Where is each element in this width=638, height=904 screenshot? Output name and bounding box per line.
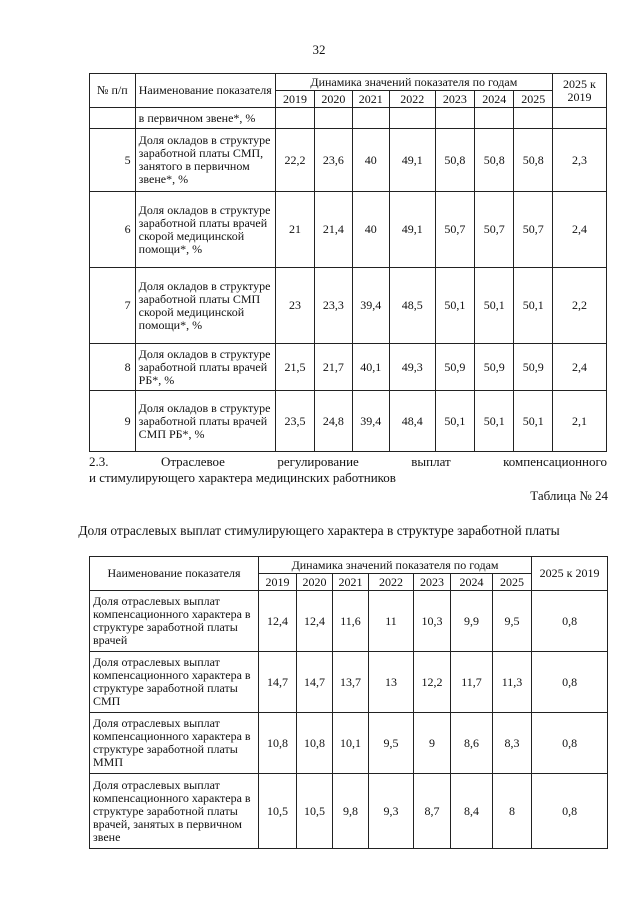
year-header: 2020 xyxy=(297,574,333,591)
cell-last: 0,8 xyxy=(532,591,608,652)
cell-value: 50,8 xyxy=(514,129,552,192)
row-number: 8 xyxy=(90,344,136,391)
header-last: 2025 к 2019 xyxy=(552,74,606,108)
cell-value: 50,9 xyxy=(514,344,552,391)
cell-value: 10,1 xyxy=(333,713,369,774)
cell-value: 21 xyxy=(275,192,314,268)
cell-value: 14,7 xyxy=(297,652,333,713)
cell-value: 9,5 xyxy=(493,591,532,652)
cell-value: 23,3 xyxy=(315,268,352,344)
cell-value: 50,7 xyxy=(435,192,474,268)
cell-value: 49,1 xyxy=(389,192,435,268)
cell-value: 49,1 xyxy=(389,129,435,192)
header-dynamics: Динамика значений показателя по годам xyxy=(259,557,532,574)
cell-value: 12,4 xyxy=(297,591,333,652)
year-header: 2024 xyxy=(475,91,514,108)
cell-value: 21,5 xyxy=(275,344,314,391)
year-header: 2022 xyxy=(369,574,414,591)
cell-value: 11 xyxy=(369,591,414,652)
row-name: в первичном звене*, % xyxy=(135,108,275,129)
cell-value: 40 xyxy=(352,192,389,268)
cell-value: 50,1 xyxy=(475,268,514,344)
cell-value: 23 xyxy=(275,268,314,344)
header-name: Наименование показателя xyxy=(135,74,275,108)
row-name: Доля отраслевых выплат компенсационного характера в структуре заработной платы врачей xyxy=(90,591,259,652)
payments-table xyxy=(89,556,608,849)
cell-value: 13 xyxy=(369,652,414,713)
cell-value: 50,8 xyxy=(435,129,474,192)
table-row xyxy=(90,129,607,192)
cell-value: 21,4 xyxy=(315,192,352,268)
table-row xyxy=(90,268,607,344)
cell-value: 48,5 xyxy=(389,268,435,344)
cell-last: 0,8 xyxy=(532,774,608,849)
header-last: 2025 к 2019 xyxy=(532,557,608,591)
cell-value: 50,9 xyxy=(435,344,474,391)
header-dynamics: Динамика значений показателя по годам xyxy=(275,74,552,91)
cell-last: 2,2 xyxy=(552,268,606,344)
cell-value: 50,9 xyxy=(475,344,514,391)
cell-value: 11,6 xyxy=(333,591,369,652)
cell-value: 8 xyxy=(493,774,532,849)
section-heading-line2: и стимулирующего характера медицинских работников xyxy=(89,470,396,485)
row-name: Доля окладов в структуре заработной платы врачей скорой медицинской помощи*, % xyxy=(135,192,275,268)
cell-value: 39,4 xyxy=(352,391,389,452)
table-row xyxy=(90,391,607,452)
row-name: Доля окладов в структуре заработной платы врачей РБ*, % xyxy=(135,344,275,391)
cell-value: 8,6 xyxy=(451,713,493,774)
cell-value: 8,3 xyxy=(493,713,532,774)
cell-last: 2,1 xyxy=(552,391,606,452)
row-name: Доля отраслевых выплат компенсационного характера в структуре заработной платы СМП xyxy=(90,652,259,713)
year-header: 2025 xyxy=(514,91,552,108)
cell-value: 50,1 xyxy=(514,268,552,344)
cell-value: 9 xyxy=(414,713,451,774)
table-row xyxy=(90,192,607,268)
row-name: Доля окладов в структуре заработной платы врачей СМП РБ*, % xyxy=(135,391,275,452)
cell-value: 40,1 xyxy=(352,344,389,391)
cell-value: 14,7 xyxy=(259,652,297,713)
cell-value: 10,3 xyxy=(414,591,451,652)
cell-value: 10,8 xyxy=(297,713,333,774)
cell-value: 49,3 xyxy=(389,344,435,391)
cell-last: 2,4 xyxy=(552,192,606,268)
cell-value: 50,8 xyxy=(475,129,514,192)
row-number: 7 xyxy=(90,268,136,344)
indicators-table xyxy=(89,73,607,452)
cell-last: 0,8 xyxy=(532,713,608,774)
cell-value: 21,7 xyxy=(315,344,352,391)
cell-value: 50,1 xyxy=(435,268,474,344)
table-row xyxy=(90,591,608,652)
cell-value: 50,7 xyxy=(475,192,514,268)
cell-value: 50,1 xyxy=(514,391,552,452)
cell-value: 39,4 xyxy=(352,268,389,344)
table-row xyxy=(90,344,607,391)
year-header: 2023 xyxy=(435,91,474,108)
cell-value: 50,7 xyxy=(514,192,552,268)
cell-value: 24,8 xyxy=(315,391,352,452)
cell-value: 11,3 xyxy=(493,652,532,713)
row-number: 5 xyxy=(90,129,136,192)
year-header: 2019 xyxy=(259,574,297,591)
row-number: 9 xyxy=(90,391,136,452)
cell-value: 50,1 xyxy=(435,391,474,452)
cell-value: 8,7 xyxy=(414,774,451,849)
cell-value: 23,5 xyxy=(275,391,314,452)
table-label: Таблица № 24 xyxy=(530,488,608,503)
year-header: 2023 xyxy=(414,574,451,591)
table-row xyxy=(90,652,608,713)
year-header: 2025 xyxy=(493,574,532,591)
table-row xyxy=(90,108,607,129)
cell-value: 10,8 xyxy=(259,713,297,774)
cell-value: 22,2 xyxy=(275,129,314,192)
year-header: 2021 xyxy=(352,91,389,108)
table-row xyxy=(90,774,608,849)
cell-last: 2,4 xyxy=(552,344,606,391)
cell-value: 9,3 xyxy=(369,774,414,849)
row-name: Доля окладов в структуре заработной платы СМП скорой медицинской помощи*, % xyxy=(135,268,275,344)
cell-value: 23,6 xyxy=(315,129,352,192)
cell-value: 11,7 xyxy=(451,652,493,713)
year-header: 2022 xyxy=(389,91,435,108)
page-number: 32 xyxy=(312,42,326,57)
table-caption: Доля отраслевых выплат стимулирующего характера в структуре заработной платы xyxy=(78,523,560,538)
year-header: 2019 xyxy=(275,91,314,108)
cell-last: 0,8 xyxy=(532,652,608,713)
cell-value: 13,7 xyxy=(333,652,369,713)
cell-value: 50,1 xyxy=(475,391,514,452)
row-number: 6 xyxy=(90,192,136,268)
cell-value: 10,5 xyxy=(259,774,297,849)
cell-value: 9,5 xyxy=(369,713,414,774)
header-name: Наименование показателя xyxy=(90,557,259,591)
cell-value: 48,4 xyxy=(389,391,435,452)
year-header: 2020 xyxy=(315,91,352,108)
year-header: 2021 xyxy=(333,574,369,591)
row-name: Доля отраслевых выплат компенсационного характера в структуре заработной платы врачей, занятых в первичном звене xyxy=(90,774,259,849)
header-no: № п/п xyxy=(90,74,136,108)
cell-value: 8,4 xyxy=(451,774,493,849)
cell-value: 9,8 xyxy=(333,774,369,849)
cell-value: 12,4 xyxy=(259,591,297,652)
cell-last: 2,3 xyxy=(552,129,606,192)
row-name: Доля отраслевых выплат компенсационного характера в структуре заработной платы ММП xyxy=(90,713,259,774)
cell-value: 9,9 xyxy=(451,591,493,652)
cell-value: 10,5 xyxy=(297,774,333,849)
cell-value: 12,2 xyxy=(414,652,451,713)
row-name: Доля окладов в структуре заработной платы СМП, занятого в первичном звене*, % xyxy=(135,129,275,192)
cell-value: 40 xyxy=(352,129,389,192)
section-heading-line1: 2.3. Отраслевое регулирование выплат компенсационного xyxy=(89,454,607,469)
table-row xyxy=(90,713,608,774)
year-header: 2024 xyxy=(451,574,493,591)
